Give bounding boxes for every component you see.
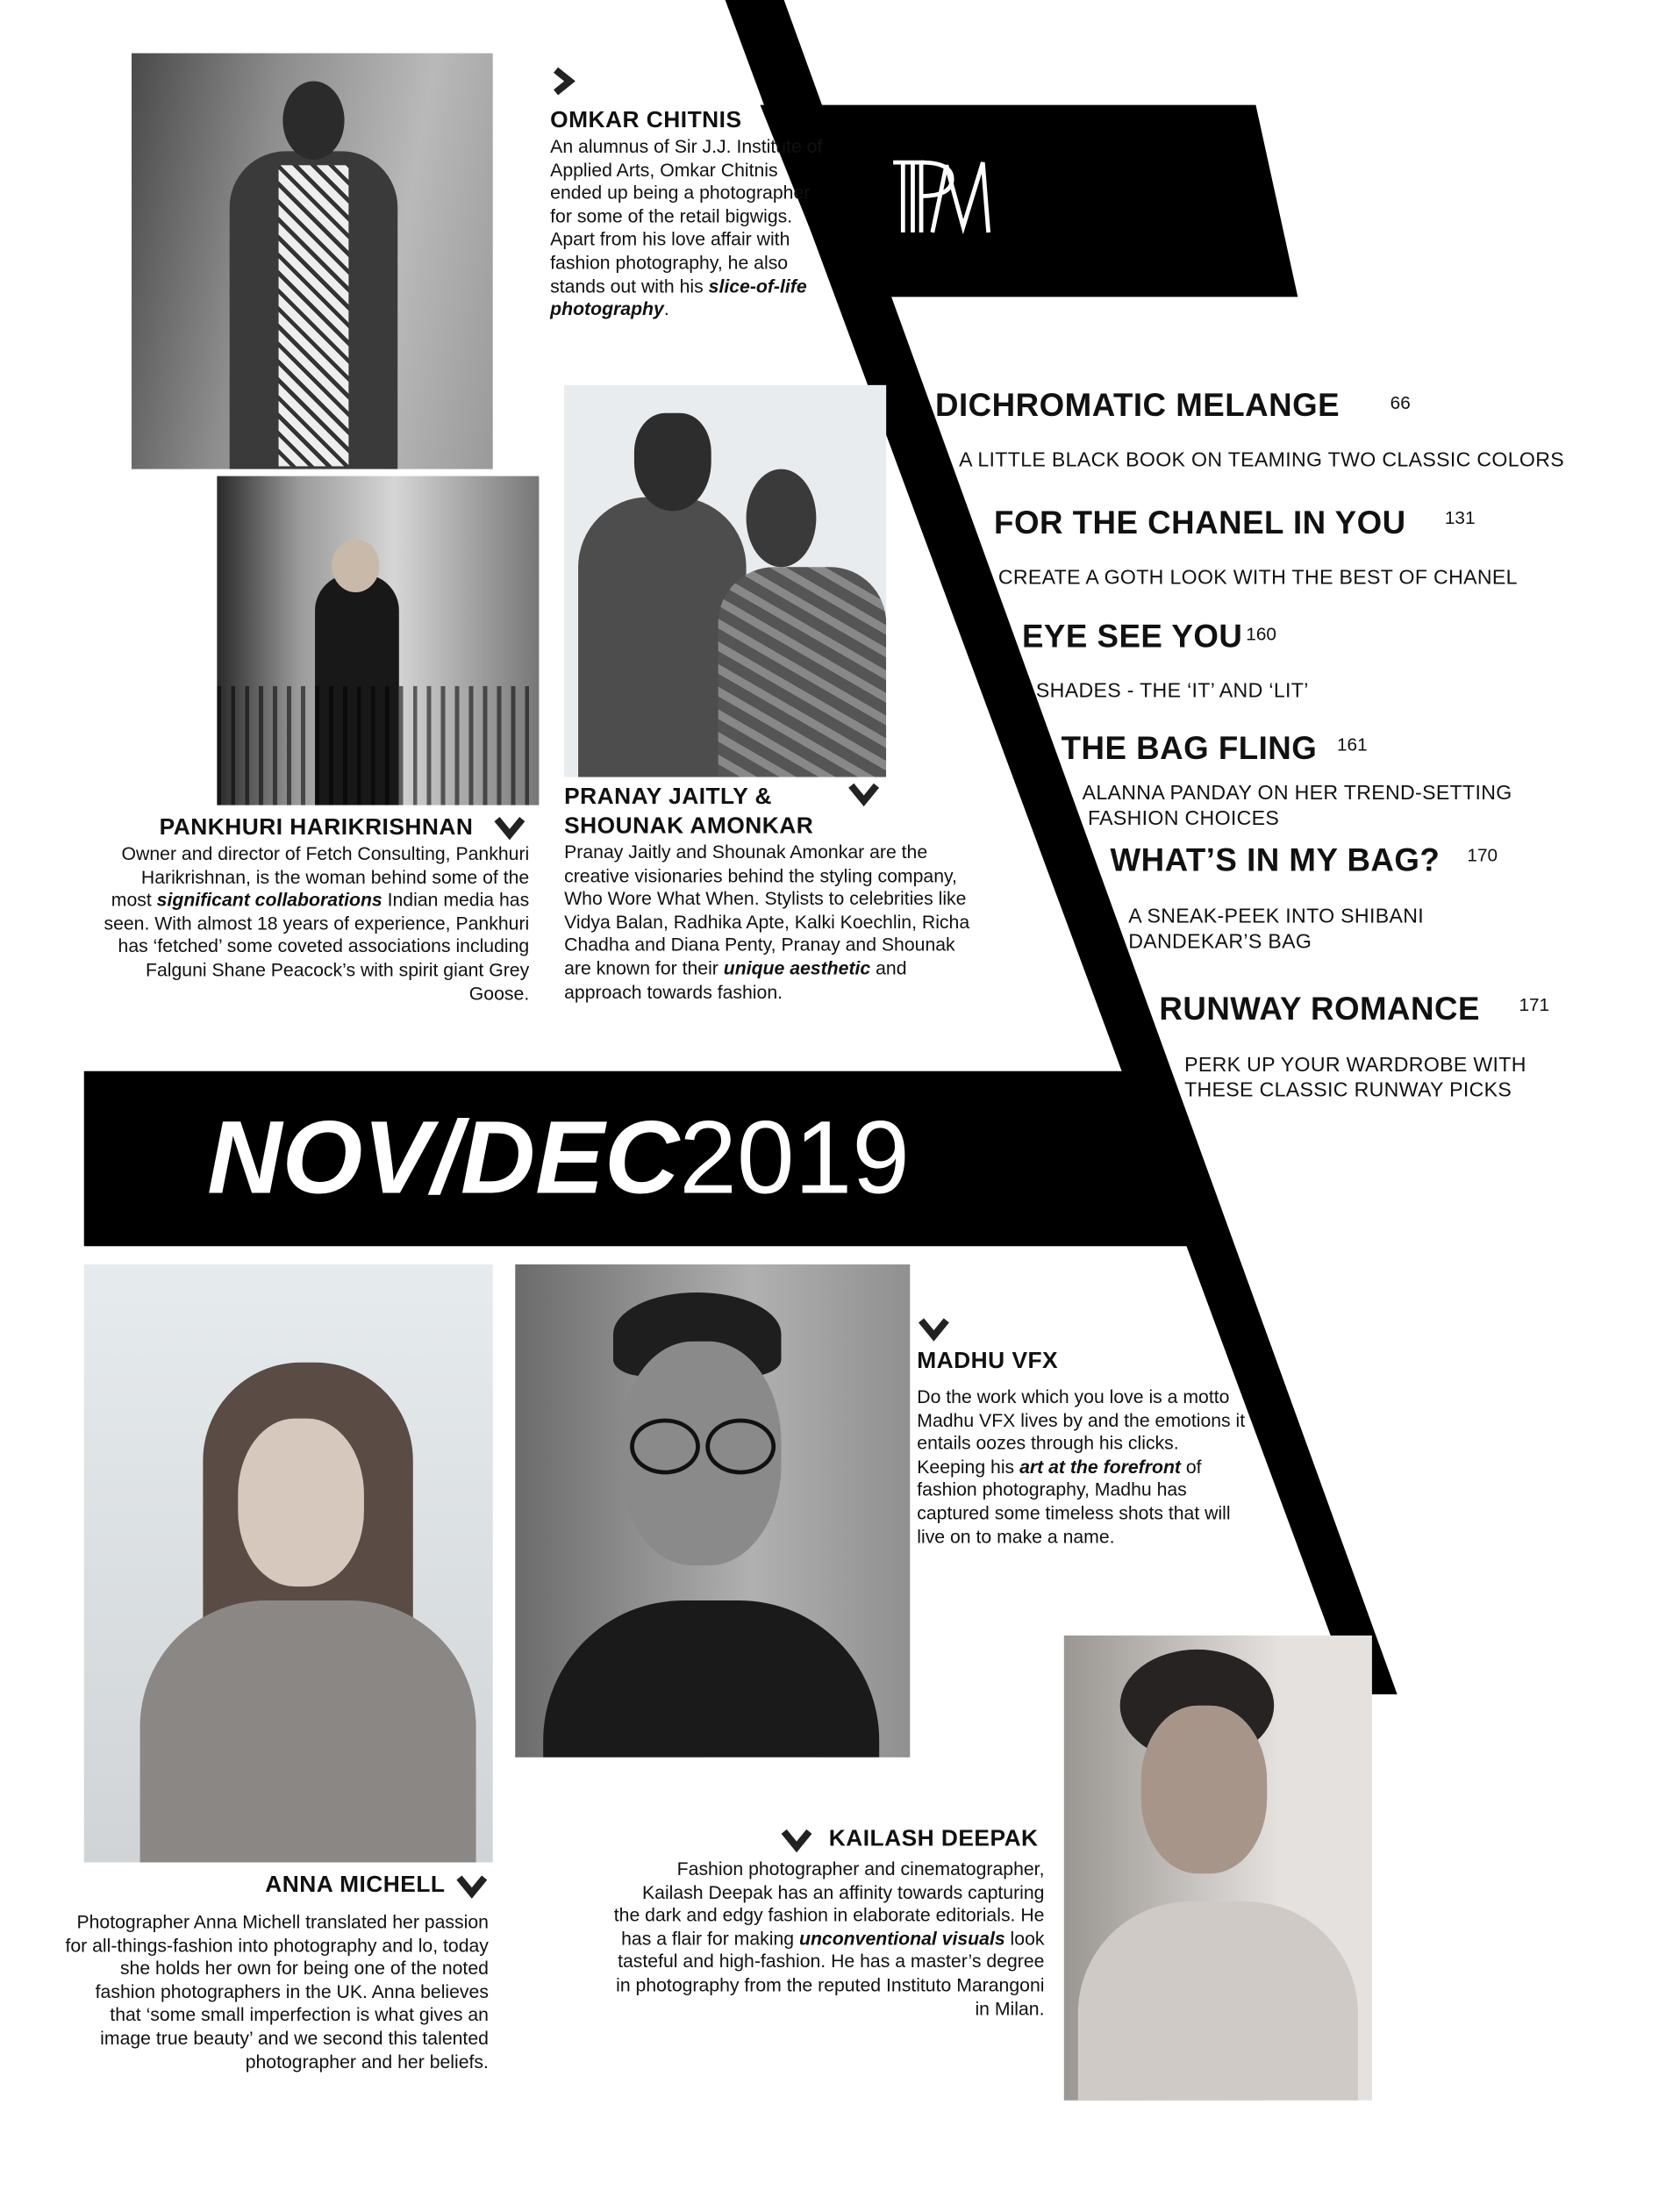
chevron-down-icon (493, 815, 526, 841)
toc-page-number: 160 (1246, 623, 1276, 645)
toc-title[interactable]: RUNWAY ROMANCE (1159, 990, 1480, 1027)
bio-text: Pranay Jaitly and Shounak Amonkar are the creative visionaries behind the styling company, Who Wore What When. Stylists to celebrities like Vidya Balan, Radhika Apte, Kalki Koechlin, Richa Chadha and Diana Penty, Pranay and Shounak are known for their (564, 841, 970, 979)
contributor-bio-madhu (917, 1386, 1250, 1549)
toc-page-number: 170 (1467, 844, 1498, 866)
contributor-name-omkar: OMKAR CHITNIS (550, 107, 742, 133)
contributor-name-pranay-line1: PRANAY JAITLY & (564, 784, 773, 810)
bio-text: Indian media has seen. With almost 18 years of experience, Pankhuri has ‘fetched’ some coveted associations including Falguni Shane Peacock’s with spirit giant Grey Goose. (104, 889, 530, 1004)
issue-date (207, 1095, 910, 1221)
toc-page-number: 131 (1444, 506, 1476, 528)
tpm-logo (890, 157, 991, 235)
toc-page-number: 171 (1519, 994, 1550, 1015)
toc-subtitle: A LITTLE BLACK BOOK ON TEAMING TWO CLASSIC COLORS (959, 449, 1565, 472)
photo-anna-michell (84, 1264, 493, 1862)
contributor-name-madhu: MADHU VFX (917, 1348, 1059, 1374)
toc-page-number: 161 (1337, 734, 1368, 755)
chevron-down-icon (917, 1316, 950, 1342)
toc-page-number: 66 (1390, 391, 1411, 413)
toc-subtitle: FASHION CHOICES (1087, 807, 1280, 831)
toc-subtitle: DANDEKAR’S BAG (1128, 931, 1312, 954)
toc-subtitle: THESE CLASSIC RUNWAY PICKS (1184, 1079, 1512, 1102)
bio-text: look tasteful and high-fashion. He has a master’s degree in photography from the reputed Instituto Marangoni in Milan. (616, 1928, 1045, 2019)
contributor-bio-kailash (613, 1858, 1045, 2021)
bio-emphasis: significant collaborations (156, 889, 382, 911)
contributor-name-kailash: KAILASH DEEPAK (828, 1825, 1039, 1851)
bio-text: Owner and director of Fetch Consulting, Pankhuri Harikrishnan, is the woman behind some of the most (111, 842, 530, 911)
contributor-bio-pankhuri (98, 843, 530, 1006)
bio-text: An alumnus of Sir J.J. Institute of Applied Arts, Omkar Chitnis ended up being a photographer for some of the retail bigwigs. Apart from his love affair with fashion photography, he also stands out with his (550, 135, 823, 297)
toc-title[interactable]: WHAT’S IN MY BAG? (1110, 841, 1441, 878)
photo-pranay-shounak (564, 385, 886, 777)
contributor-bio-pranay (564, 841, 973, 1004)
bio-emphasis: art at the forefront (1019, 1456, 1181, 1478)
toc-title[interactable]: FOR THE CHANEL IN YOU (994, 504, 1406, 541)
contributor-name-pankhuri: PANKHURI HARIKRISHNAN (159, 814, 474, 841)
photo-pankhuri-harikrishnan (217, 476, 539, 805)
bio-text: . (663, 298, 669, 320)
photo-kailash-deepak (1064, 1636, 1372, 2101)
bio-text: of fashion photography, Madhu has captured some timeless shots that will live on to make a name. (917, 1456, 1231, 1547)
chevron-right-icon (550, 68, 575, 96)
contributor-name-anna: ANNA MICHELL (265, 1872, 446, 1898)
toc-subtitle: CREATE A GOTH LOOK WITH THE BEST OF CHANEL (997, 567, 1518, 590)
issue-year: 2019 (679, 1099, 910, 1216)
bio-emphasis: unconventional visuals (798, 1928, 1005, 1950)
toc-title[interactable]: EYE SEE YOU (1021, 617, 1243, 655)
bio-text: and approach towards fashion. (564, 957, 907, 1002)
bio-text: Fashion photographer and cinematographer, Kailash Deepak has an affinity towards capturing the dark and edgy fashion in elaborate editorials. He has a flair for making (613, 1858, 1045, 1950)
contributor-bio-omkar (550, 136, 830, 322)
top-black-band (761, 105, 1298, 297)
toc-title[interactable]: DICHROMATIC MELANGE (935, 386, 1340, 423)
bio-emphasis: slice-of-life photography (550, 275, 807, 320)
bio-text: Photographer Anna Michell translated her passion for all-things-fashion into photography and lo, today she holds her own for being one of the noted fashion photographers in the UK. Anna believes that ‘some small imperfection is what gives an image true beauty’ and we second this talented photographer and her beliefs. (65, 1911, 489, 2073)
toc-subtitle: A SNEAK-PEEK INTO SHIBANI (1128, 906, 1425, 929)
photo-madhu-vfx (515, 1264, 910, 1758)
chevron-down-icon (780, 1828, 813, 1853)
toc-subtitle: ALANNA PANDAY ON HER TREND-SETTING (1082, 783, 1512, 805)
toc-subtitle: PERK UP YOUR WARDROBE WITH (1184, 1054, 1526, 1078)
contributor-name-pranay-line2: SHOUNAK AMONKAR (564, 813, 814, 839)
chevron-down-icon (455, 1873, 489, 1899)
toc-subtitle: SHADES - THE ‘IT’ AND ‘LIT’ (1035, 680, 1309, 704)
bio-emphasis: unique aesthetic (723, 957, 871, 979)
photo-omkar-chitnis (132, 54, 493, 469)
issue-months: NOV/DEC (207, 1099, 680, 1216)
contributor-bio-anna (61, 1911, 489, 2073)
toc-title[interactable]: THE BAG FLING (1061, 729, 1318, 766)
bio-text: Do the work which you love is a motto Madhu VFX lives by and the emotions it entails oozes through his clicks. Keeping his (917, 1385, 1246, 1478)
chevron-down-icon (847, 781, 880, 806)
